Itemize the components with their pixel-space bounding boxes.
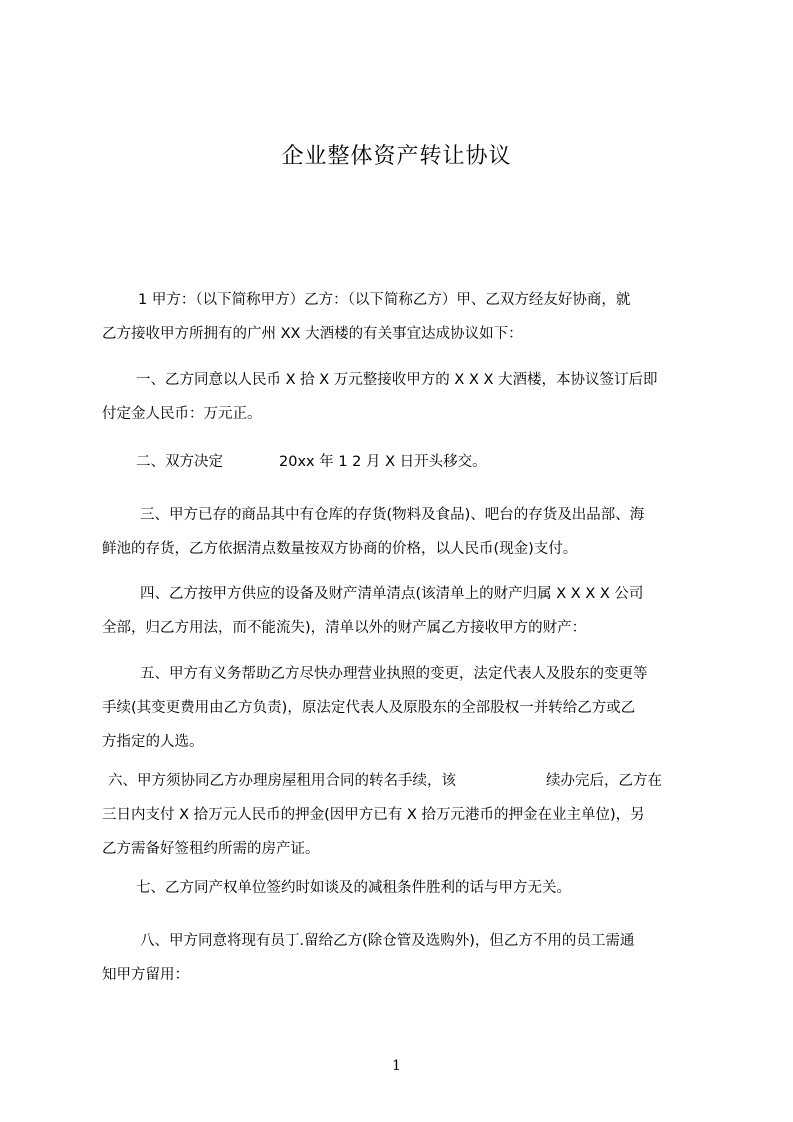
paragraph-line [102,764,702,798]
paragraph-line: 三日内支付 X 拾万元人民币的押金(因甲方已有 X 拾万元港币的押金在业主单位)，另 [102,807,645,823]
paragraph-line: 八、甲方同意将现有员丁.留给乙方(除仓管及选购外)，但乙方不用的员工需通 [140,933,635,949]
paragraph-line: 方指定的人选。 [102,734,204,750]
paragraph-line: 五、甲方有义务帮助乙方尽快办理营业执照的变更，法定代表人及股东的变更等 [140,666,648,682]
paragraph-line: 鲜池的存货，乙方依据清点数量按双方协商的价格，以人民币(现金)支付。 [102,541,578,557]
paragraph-line: 四、乙方按甲方供应的设备及财产清单清点(该清单上的财产归属 X X X X 公司 [140,586,644,602]
paragraph-line: 乙方需备好签租约所需的房产证。 [102,841,320,857]
paragraph-line: 1 甲方：（以下简称甲方）乙方：（以下简称乙方）甲、乙双方经友好协商，就 [138,292,631,308]
paragraph-line: 全部，归乙方用法，而不能流失)，清单以外的财产属乙方接收甲方的财产： [102,620,587,636]
paragraph-line: 知甲方留用： [102,967,189,983]
paragraph-clause-8 [102,924,702,992]
paragraph-clause-5 [102,657,702,759]
paragraph-clause-1 [102,363,702,431]
clause-2-lead: 二、双方决定 [136,454,223,470]
clause-2-date: 20xx 年 1 2 月 X 日开头移交。 [279,454,487,470]
clause-6-tail: 续办完后，乙方在 [546,773,662,789]
clause-6-lead: 六、甲方须协同乙方办理房屋租用合同的转名手续，该 [108,773,456,789]
paragraph-line: 一、乙方同意以人民币 X 拾 X 万元整接收甲方的 X X X 大酒楼，本协议签订后即 [136,372,658,388]
paragraph-line: 七、乙方同产权单位签约时如谈及的减租条件胜利的话与甲方无关。 [136,880,571,896]
paragraph-line: 三、甲方已存的商品其中有仓库的存货(物料及食品)、吧台的存货及出品部、海 [140,507,645,523]
paragraph-line: 付定金人民币：万元正。 [102,406,262,422]
paragraph-clause-2 [102,445,702,479]
paragraph-clause-6 [102,764,702,866]
page-number: 1 [392,1058,401,1074]
paragraph-clause-4 [102,577,702,645]
paragraph-parties [102,283,702,351]
paragraph-clause-7 [102,871,702,905]
paragraph-clause-3 [102,498,702,566]
paragraph-line [102,445,702,479]
paragraph-line: 手续(其变更费用由乙方负责)，原法定代表人及原股东的全部股权一并转给乙方或乙 [102,700,636,716]
paragraph-line: 乙方接收甲方所拥有的广州 XX 大酒楼的有关事宜达成协议如下： [102,326,523,342]
document-title: 企业整体资产转让协议 [281,144,512,169]
